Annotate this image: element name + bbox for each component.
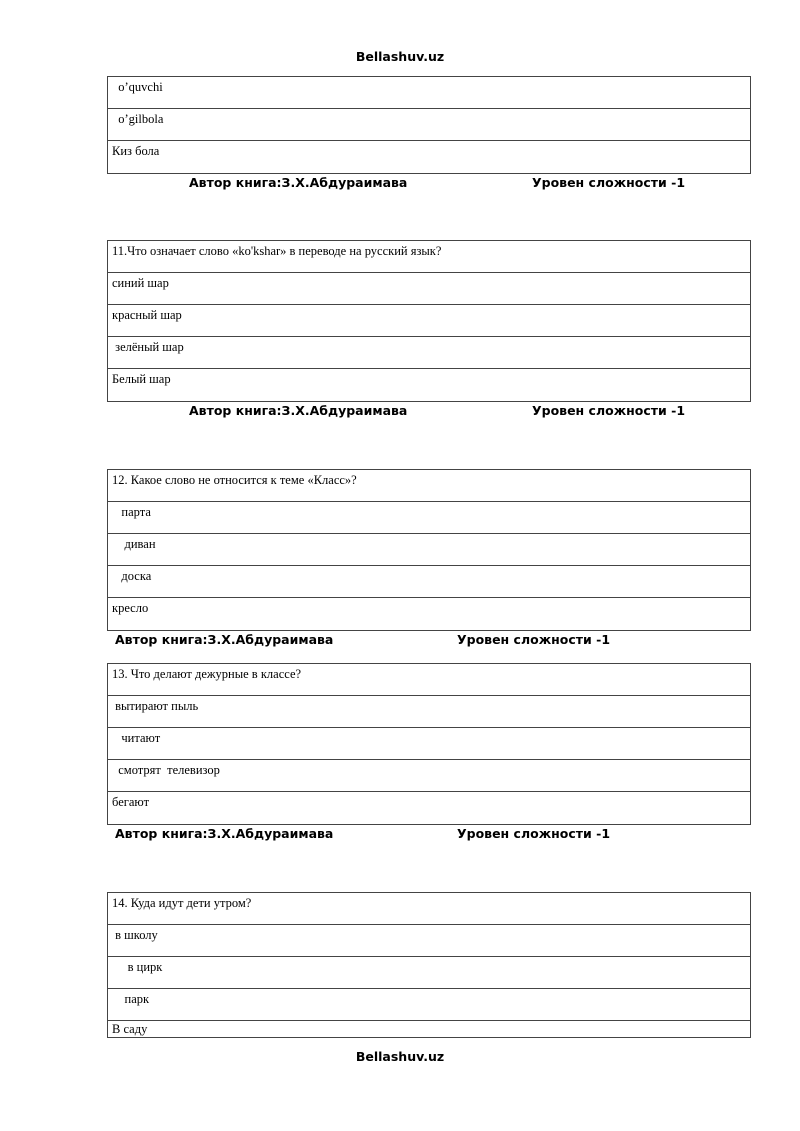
question-text: 13. Что делают дежурные в классе? <box>108 664 750 696</box>
difficulty-label: Уровен сложности -1 <box>532 403 686 418</box>
author-label: Автор книга:З.Х.Абдураимава <box>115 632 334 647</box>
answer-option: парта <box>108 502 750 534</box>
answer-option: зелёный шар <box>108 337 750 369</box>
answer-option: вытирают пыль <box>108 696 750 728</box>
answer-option: o’quvchi <box>108 77 750 109</box>
question-10-table <box>107 76 751 174</box>
answer-option: в школу <box>108 925 750 957</box>
answer-option: бегают <box>112 795 150 809</box>
question-text: 12. Какое слово не относится к теме «Класс»? <box>108 470 750 502</box>
question-12-table <box>107 469 751 631</box>
difficulty-label: Уровен сложности -1 <box>457 632 611 647</box>
author-label: Автор книга:З.Х.Абдураимава <box>189 175 408 190</box>
page-header: Bellashuv.uz <box>355 49 445 64</box>
answer-option: парк <box>108 989 750 1021</box>
page-footer: Bellashuv.uz <box>355 1049 445 1064</box>
answer-option: Белый шар <box>112 372 171 386</box>
answer-option: красный шар <box>108 305 750 337</box>
difficulty-label: Уровен сложности -1 <box>532 175 686 190</box>
answer-option: в цирк <box>108 957 750 989</box>
answer-option: синий шар <box>108 273 750 305</box>
question-text: 14. Куда идут дети утром? <box>108 893 750 925</box>
answer-option: В саду <box>112 1022 148 1036</box>
answer-option: кресло <box>112 601 149 615</box>
difficulty-label: Уровен сложности -1 <box>457 826 611 841</box>
answer-option: o’gilbola <box>108 109 750 141</box>
answer-option: Киз бола <box>112 144 160 158</box>
question-13-table <box>107 663 751 825</box>
author-label: Автор книга:З.Х.Абдураимава <box>189 403 408 418</box>
question-11-table <box>107 240 751 402</box>
answer-option: доска <box>108 566 750 598</box>
question-text: 11.Что означает слово «ko'kshar» в переводе на русский язык? <box>108 241 750 273</box>
answer-option: смотрят телевизор <box>108 760 750 792</box>
question-14-table <box>107 892 751 1038</box>
answer-option: диван <box>108 534 750 566</box>
answer-option: читают <box>108 728 750 760</box>
author-label: Автор книга:З.Х.Абдураимава <box>115 826 334 841</box>
